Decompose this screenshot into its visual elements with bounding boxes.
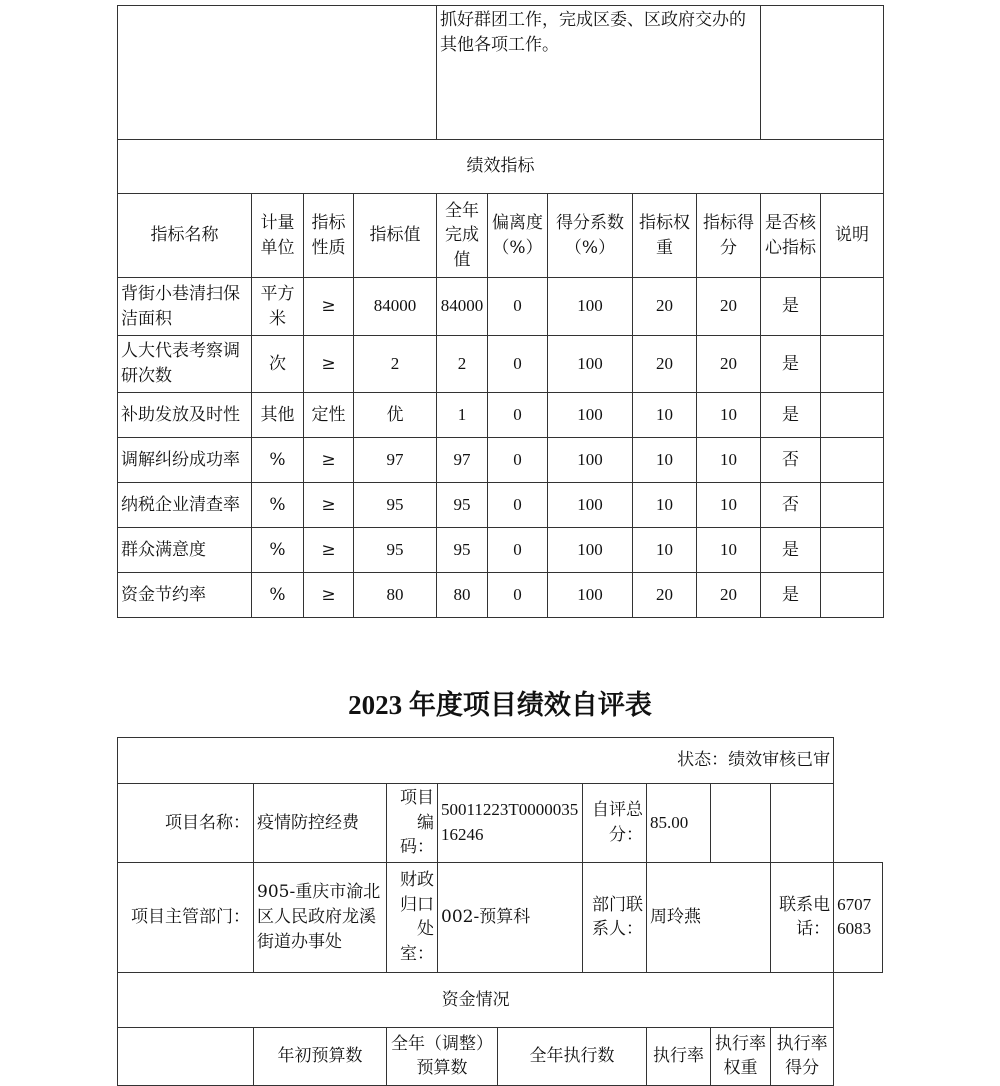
indicator-cell: 0 (488, 336, 548, 393)
indicator-cell: 是 (761, 573, 821, 618)
indicator-cell: 20 (697, 573, 761, 618)
fund-column-header: 执行率得分 (771, 1027, 834, 1085)
column-header: 指标权重 (633, 194, 697, 278)
indicator-cell: % (252, 573, 304, 618)
indicator-cell: 20 (697, 336, 761, 393)
indicator-row (118, 528, 884, 573)
indicator-cell: 100 (548, 573, 633, 618)
column-header: 计量单位 (252, 194, 304, 278)
indicator-cell: 100 (548, 528, 633, 573)
indicator-cell: 10 (633, 393, 697, 438)
indicator-cell: 是 (761, 393, 821, 438)
indicator-cell: 0 (488, 278, 548, 336)
indicator-cell: 0 (488, 393, 548, 438)
finance-value: 002-预算科 (438, 862, 583, 972)
fund-column-header: 执行率权重 (711, 1027, 771, 1085)
indicator-cell: 10 (633, 483, 697, 528)
section-title-funds: 资金情况 (118, 972, 834, 1027)
fund-header-row (118, 1027, 883, 1085)
column-header: 指标名称 (118, 194, 252, 278)
indicator-cell: 10 (697, 438, 761, 483)
indicator-row (118, 438, 884, 483)
indicator-cell: ≥ (304, 278, 354, 336)
empty-cell (771, 784, 834, 863)
indicator-name: 群众满意度 (118, 528, 252, 573)
project-code-label: 项目编码： (387, 784, 438, 863)
indicator-cell: 100 (548, 278, 633, 336)
project-name-label: 项目名称： (118, 784, 254, 863)
phone-label: 联系电话： (771, 862, 834, 972)
indicator-name: 补助发放及时性 (118, 393, 252, 438)
score-value: 85.00 (647, 784, 711, 863)
indicator-cell: 是 (761, 336, 821, 393)
indicator-row (118, 573, 884, 618)
indicator-cell (821, 278, 884, 336)
indicator-row (118, 336, 884, 393)
indicator-cell: 10 (633, 438, 697, 483)
indicator-name: 人大代表考察调研次数 (118, 336, 252, 393)
indicator-cell: 平方米 (252, 278, 304, 336)
empty-cell (118, 6, 437, 140)
column-header: 得分系数（%） (548, 194, 633, 278)
goal-continuation-row (118, 6, 884, 140)
column-header: 全年完成值 (437, 194, 488, 278)
indicator-cell: 否 (761, 483, 821, 528)
indicator-cell: 2 (437, 336, 488, 393)
project-evaluation-table (117, 737, 883, 1086)
performance-indicator-table (117, 5, 884, 618)
column-header: 是否核心指标 (761, 194, 821, 278)
indicator-cell: ≥ (304, 483, 354, 528)
indicator-cell: 1 (437, 393, 488, 438)
indicator-cell: 定性 (304, 393, 354, 438)
indicator-cell: 100 (548, 393, 633, 438)
indicator-cell: 0 (488, 528, 548, 573)
indicator-cell: 优 (354, 393, 437, 438)
indicator-cell (821, 528, 884, 573)
goal-text: 抓好群团工作，完成区委、区政府交办的其他各项工作。 (437, 6, 761, 140)
contact-label: 部门联系人： (583, 862, 647, 972)
indicator-cell: 10 (697, 393, 761, 438)
indicator-cell: 95 (354, 528, 437, 573)
indicator-cell: 80 (437, 573, 488, 618)
indicator-cell: 10 (633, 528, 697, 573)
indicator-name: 调解纠纷成功率 (118, 438, 252, 483)
indicator-cell: 20 (697, 278, 761, 336)
fund-column-header: 全年（调整）预算数 (387, 1027, 498, 1085)
indicator-name: 资金节约率 (118, 573, 252, 618)
indicator-cell: 次 (252, 336, 304, 393)
fund-column-header: 执行率 (647, 1027, 711, 1085)
indicator-cell (821, 336, 884, 393)
dept-label: 项目主管部门： (118, 862, 254, 972)
indicator-name: 背街小巷清扫保洁面积 (118, 278, 252, 336)
indicator-cell: ≥ (304, 573, 354, 618)
indicator-cell (821, 573, 884, 618)
indicator-cell: 84000 (354, 278, 437, 336)
indicator-cell (821, 438, 884, 483)
indicator-cell: 20 (633, 336, 697, 393)
fund-column-header: 年初预算数 (254, 1027, 387, 1085)
indicator-row (118, 393, 884, 438)
indicator-cell: 10 (697, 528, 761, 573)
indicator-cell: ≥ (304, 528, 354, 573)
indicator-cell: 95 (354, 483, 437, 528)
indicator-cell: 是 (761, 528, 821, 573)
indicator-cell: 100 (548, 483, 633, 528)
finance-label: 财政归口处室： (387, 862, 438, 972)
indicator-cell (821, 483, 884, 528)
dept-value: 905-重庆市渝北区人民政府龙溪街道办事处 (254, 862, 387, 972)
form-title: 2023 年度项目绩效自评表 (348, 690, 652, 720)
indicator-cell: 97 (354, 438, 437, 483)
project-info-row (118, 784, 883, 863)
section-title-performance: 绩效指标 (118, 140, 884, 194)
column-header: 指标得分 (697, 194, 761, 278)
empty-cell (118, 1027, 254, 1085)
indicator-cell: 20 (633, 573, 697, 618)
indicator-cell: 95 (437, 528, 488, 573)
indicator-cell: 0 (488, 438, 548, 483)
empty-cell (761, 6, 884, 140)
status-text: 状态：绩效审核已审 (118, 738, 834, 784)
indicator-cell: 0 (488, 483, 548, 528)
indicator-cell: 97 (437, 438, 488, 483)
column-header: 指标值 (354, 194, 437, 278)
indicator-cell: 100 (548, 438, 633, 483)
header-row (118, 194, 884, 278)
indicator-cell: 0 (488, 573, 548, 618)
indicator-cell: 2 (354, 336, 437, 393)
contact-value: 周玲燕 (647, 862, 771, 972)
indicator-row (118, 483, 884, 528)
indicator-cell: 80 (354, 573, 437, 618)
indicator-name: 纳税企业清查率 (118, 483, 252, 528)
column-header: 指标性质 (304, 194, 354, 278)
indicator-cell: % (252, 438, 304, 483)
indicator-cell: 95 (437, 483, 488, 528)
project-code: 50011223T000003516246 (438, 784, 583, 863)
indicator-cell: % (252, 483, 304, 528)
indicator-cell: ≥ (304, 438, 354, 483)
indicator-cell: 10 (697, 483, 761, 528)
indicator-cell: 否 (761, 438, 821, 483)
indicator-cell: 20 (633, 278, 697, 336)
indicator-cell: 84000 (437, 278, 488, 336)
indicator-cell: % (252, 528, 304, 573)
column-header: 偏离度（%） (488, 194, 548, 278)
project-name: 疫情防控经费 (254, 784, 387, 863)
score-label: 自评总分： (583, 784, 647, 863)
indicator-cell: 其他 (252, 393, 304, 438)
phone-value: 67076083 (834, 862, 883, 972)
indicator-cell: 100 (548, 336, 633, 393)
department-info-row (118, 862, 883, 972)
indicator-cell: 是 (761, 278, 821, 336)
indicator-row (118, 278, 884, 336)
empty-cell (711, 784, 771, 863)
indicator-cell (821, 393, 884, 438)
fund-column-header: 全年执行数 (498, 1027, 647, 1085)
indicator-cell: ≥ (304, 336, 354, 393)
column-header: 说明 (821, 194, 884, 278)
